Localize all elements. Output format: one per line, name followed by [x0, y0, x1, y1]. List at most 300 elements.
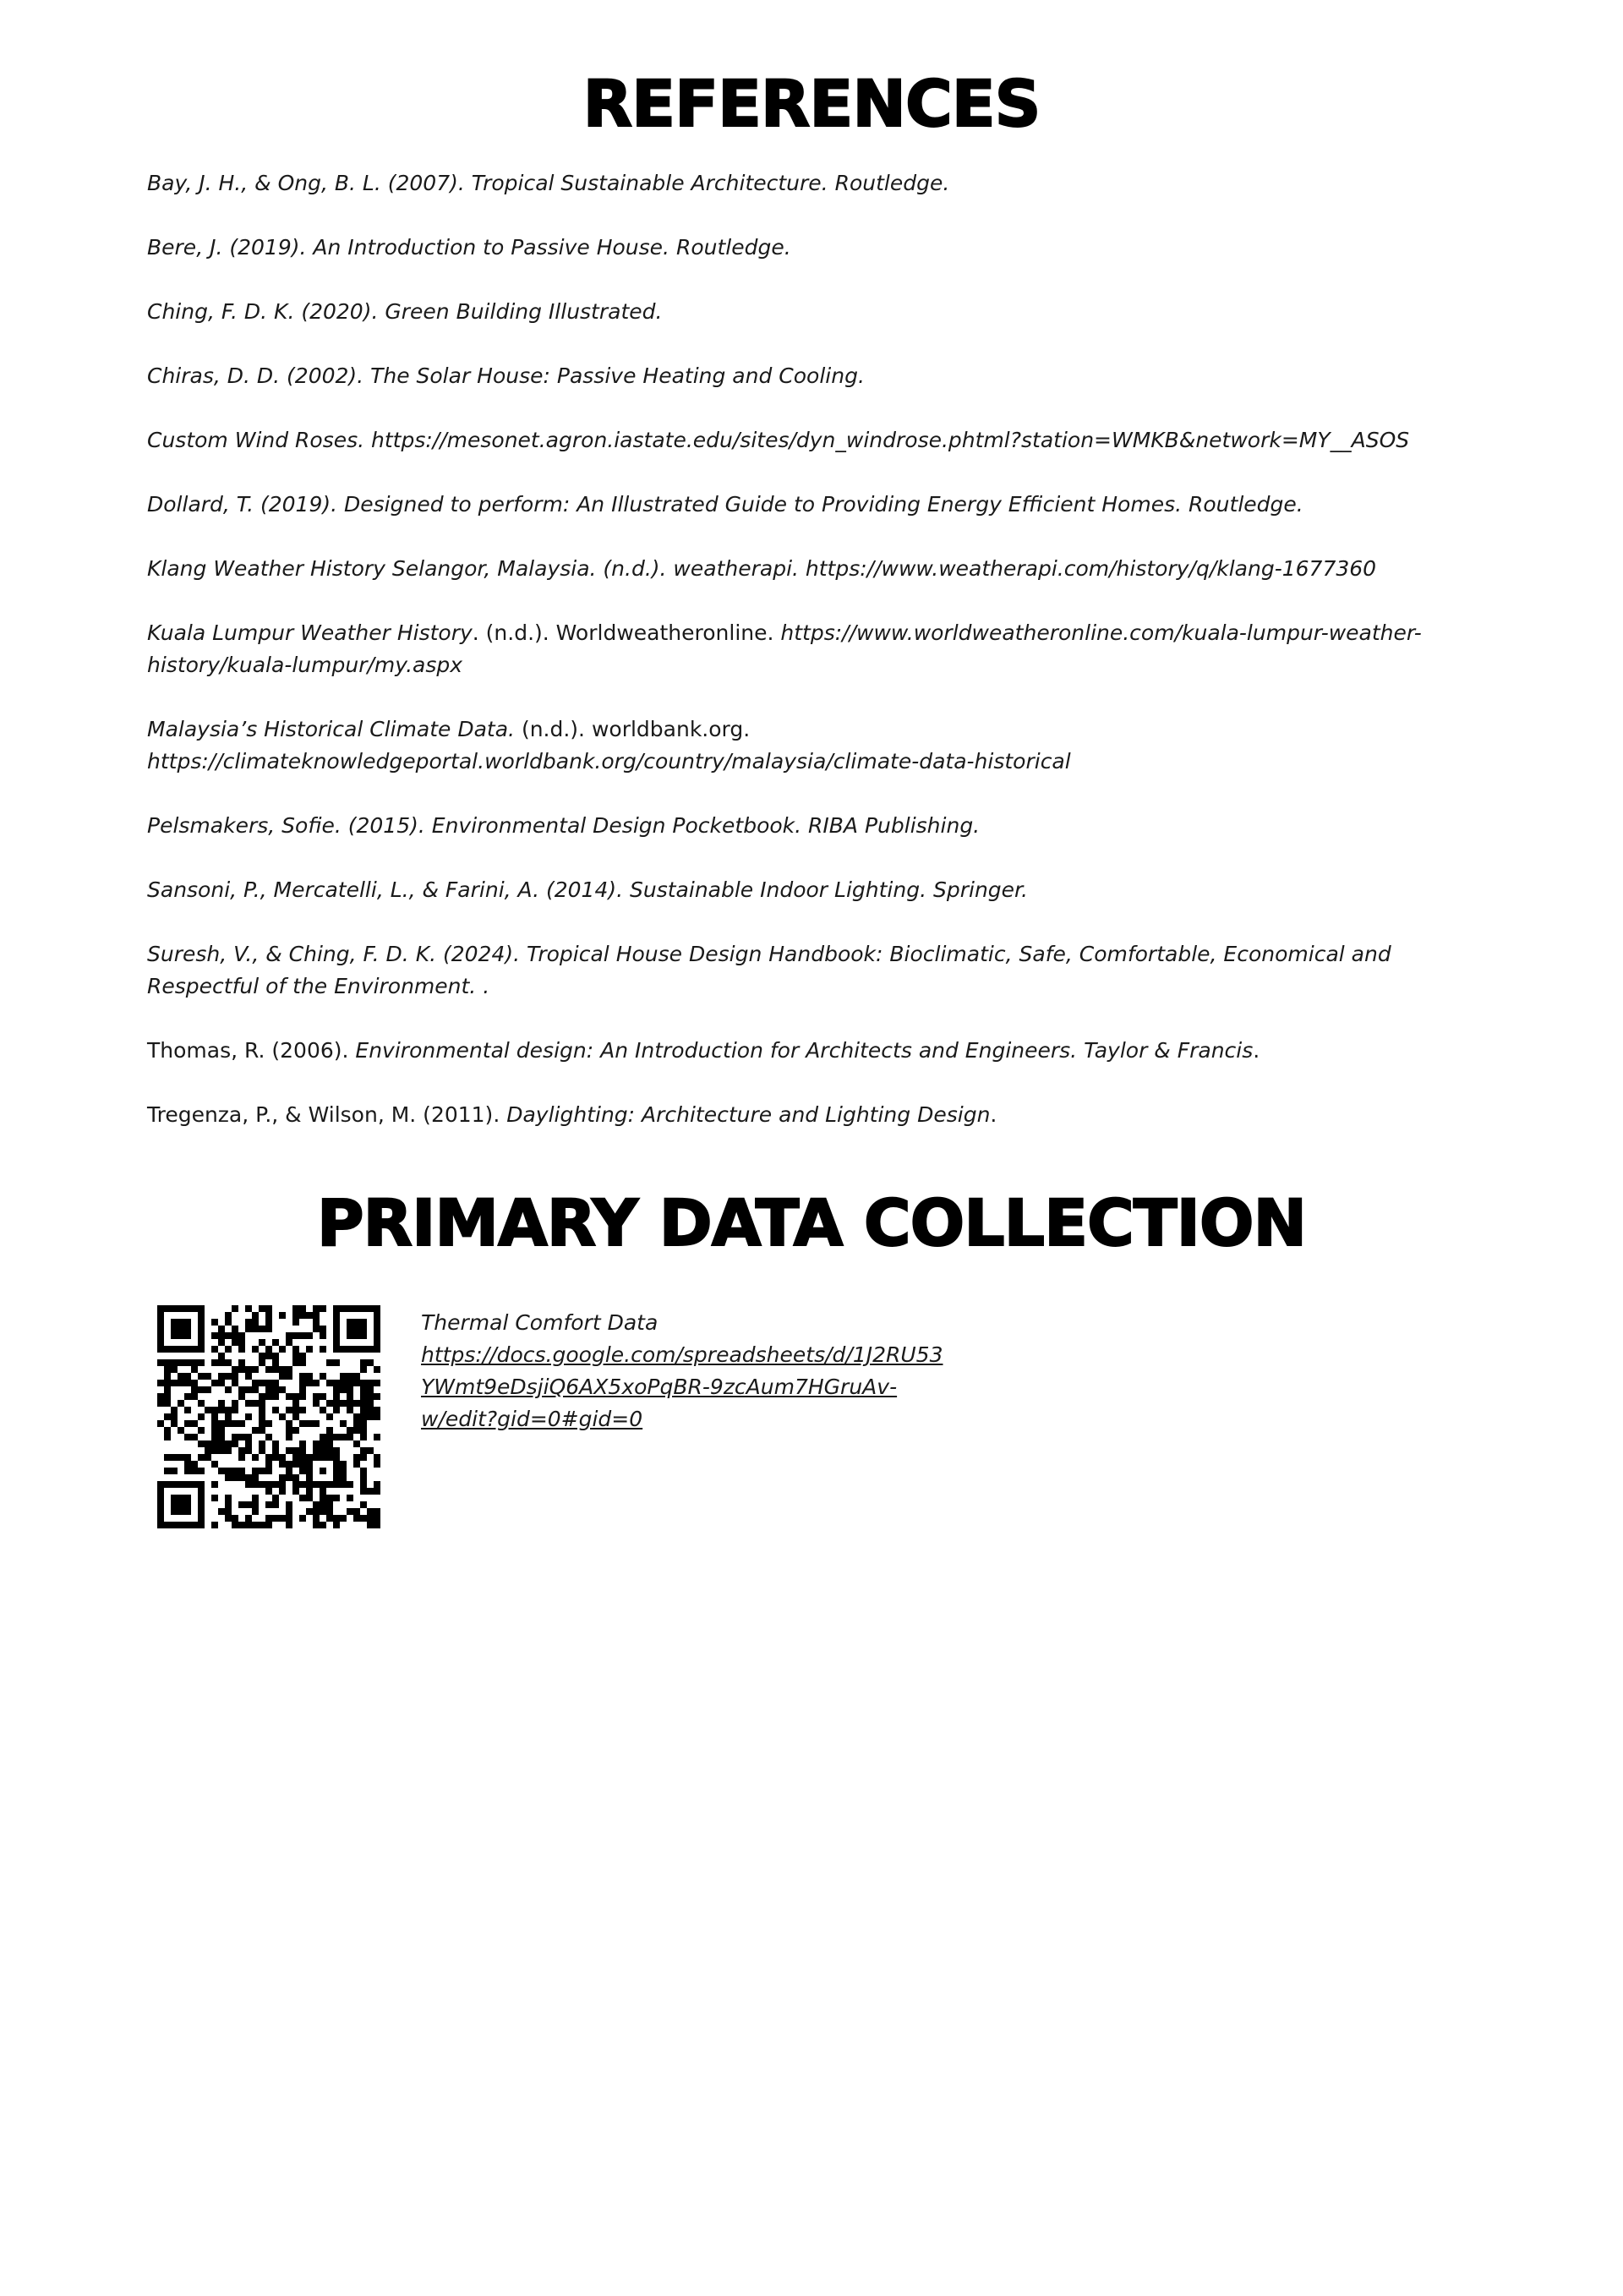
- qr-module: [299, 1461, 306, 1468]
- qr-module: [265, 1326, 272, 1332]
- qr-module: [340, 1474, 347, 1481]
- qr-module: [374, 1346, 380, 1353]
- qr-module: [225, 1386, 232, 1393]
- qr-module: [320, 1332, 326, 1339]
- qr-module: [265, 1305, 272, 1312]
- qr-module: [259, 1481, 265, 1488]
- qr-module: [286, 1461, 292, 1468]
- qr-module: [171, 1413, 178, 1420]
- qr-module: [353, 1413, 360, 1420]
- qr-module: [292, 1481, 299, 1488]
- qr-module: [272, 1353, 279, 1359]
- qr-module: [171, 1495, 178, 1501]
- qr-module: [265, 1366, 272, 1373]
- qr-module: [326, 1515, 333, 1522]
- qr-module: [299, 1359, 306, 1366]
- qr-module: [198, 1488, 205, 1495]
- qr-module: [184, 1393, 191, 1400]
- qr-module: [286, 1501, 292, 1508]
- qr-module: [292, 1400, 299, 1407]
- qr-module: [320, 1407, 326, 1413]
- qr-module: [259, 1427, 265, 1434]
- qr-module: [218, 1380, 225, 1386]
- qr-module: [198, 1386, 205, 1393]
- qr-module: [286, 1515, 292, 1522]
- qr-module: [367, 1393, 374, 1400]
- qr-module: [313, 1440, 320, 1447]
- qr-module: [245, 1522, 252, 1528]
- qr-module: [279, 1366, 286, 1373]
- reference-entry: [147, 296, 1449, 328]
- qr-module: [191, 1468, 198, 1474]
- reference-entry: [147, 874, 1449, 906]
- qr-module: [292, 1346, 299, 1353]
- qr-module: [205, 1373, 211, 1380]
- qr-module: [211, 1319, 218, 1326]
- qr-module: [265, 1454, 272, 1461]
- qr-module: [320, 1373, 326, 1380]
- qr-module: [252, 1319, 259, 1326]
- qr-module: [292, 1393, 299, 1400]
- qr-module: [205, 1454, 211, 1461]
- qr-module: [164, 1380, 171, 1386]
- qr-module: [272, 1393, 279, 1400]
- qr-module: [333, 1474, 340, 1481]
- qr-module: [171, 1454, 178, 1461]
- qr-module: [211, 1495, 218, 1501]
- qr-module: [333, 1495, 340, 1501]
- qr-module: [374, 1508, 380, 1515]
- qr-module: [178, 1319, 184, 1326]
- qr-module: [313, 1515, 320, 1522]
- qr-module: [225, 1413, 232, 1420]
- qr-module: [198, 1319, 205, 1326]
- qr-module: [333, 1305, 340, 1312]
- qr-module: [333, 1339, 340, 1346]
- qr-module: [191, 1481, 198, 1488]
- qr-module: [292, 1305, 299, 1312]
- qr-module: [326, 1427, 333, 1434]
- qr-module: [265, 1501, 272, 1508]
- qr-module: [238, 1501, 245, 1508]
- qr-module: [211, 1461, 218, 1468]
- reference-entry: [147, 167, 1449, 200]
- qr-module: [333, 1326, 340, 1332]
- qr-module: [374, 1454, 380, 1461]
- qr-module: [259, 1305, 265, 1312]
- qr-module: [157, 1400, 164, 1407]
- qr-module: [279, 1413, 286, 1420]
- qr-module: [178, 1501, 184, 1508]
- qr-module: [225, 1319, 232, 1326]
- qr-module: [292, 1461, 299, 1468]
- qr-module: [367, 1515, 374, 1522]
- qr-module: [286, 1427, 292, 1434]
- qr-module: [299, 1407, 306, 1413]
- qr-module: [191, 1393, 198, 1400]
- qr-module: [164, 1359, 171, 1366]
- qr-module: [184, 1326, 191, 1332]
- qr-module: [225, 1447, 232, 1454]
- qr-module: [340, 1305, 347, 1312]
- qr-module: [374, 1326, 380, 1332]
- reference-text: Sansoni, P., Mercatelli, L., & Farini, A. (2014). Sustainable Indoor Lighting. Springer.: [147, 877, 1028, 902]
- qr-module: [252, 1468, 259, 1474]
- qr-module: [374, 1305, 380, 1312]
- qr-module: [333, 1359, 340, 1366]
- qr-module: [347, 1393, 353, 1400]
- qr-module: [320, 1326, 326, 1332]
- qr-module: [232, 1366, 238, 1373]
- qr-module: [360, 1501, 367, 1508]
- qr-module: [313, 1305, 320, 1312]
- qr-module: [164, 1481, 171, 1488]
- qr-module: [238, 1454, 245, 1461]
- qr-module: [245, 1319, 252, 1326]
- qr-module: [225, 1346, 232, 1353]
- qr-module: [238, 1420, 245, 1427]
- qr-module: [340, 1380, 347, 1386]
- qr-module: [313, 1481, 320, 1488]
- qr-module: [360, 1407, 367, 1413]
- qr-module: [157, 1346, 164, 1353]
- qr-module: [326, 1495, 333, 1501]
- qr-module: [218, 1447, 225, 1454]
- qr-module: [198, 1305, 205, 1312]
- qr-module: [232, 1468, 238, 1474]
- qr-module: [157, 1305, 164, 1312]
- qr-module: [218, 1353, 225, 1359]
- qr-module: [245, 1434, 252, 1440]
- link-line[interactable]: https://docs.google.com/spreadsheets/d/1J2RU53: [421, 1342, 943, 1367]
- qr-module: [211, 1407, 218, 1413]
- qr-module: [360, 1386, 367, 1393]
- qr-module: [367, 1508, 374, 1515]
- qr-module: [157, 1495, 164, 1501]
- qr-module: [178, 1305, 184, 1312]
- qr-module: [245, 1373, 252, 1380]
- qr-module: [367, 1522, 374, 1528]
- qr-module: [198, 1468, 205, 1474]
- qr-module: [198, 1481, 205, 1488]
- link-line[interactable]: YWmt9eDsjiQ6AX5xoPqBR-9zcAum7HGruAv-: [421, 1375, 898, 1399]
- qr-module: [367, 1359, 374, 1366]
- qr-module: [164, 1427, 171, 1434]
- qr-module: [286, 1407, 292, 1413]
- qr-module: [313, 1312, 320, 1319]
- qr-module: [299, 1393, 306, 1400]
- qr-module: [333, 1400, 340, 1407]
- qr-module: [306, 1488, 313, 1495]
- qr-module: [225, 1495, 232, 1501]
- qr-module: [232, 1326, 238, 1332]
- reference-text: Klang Weather History Selangor, Malaysia. (n.d.). weatherapi. https://www.weatherapi.com/history/q/klang-1677360: [147, 556, 1377, 581]
- qr-module: [286, 1366, 292, 1373]
- qr-module: [313, 1522, 320, 1528]
- qr-module: [286, 1474, 292, 1481]
- qr-module: [320, 1481, 326, 1488]
- qr-module: [299, 1481, 306, 1488]
- qr-module: [320, 1305, 326, 1312]
- qr-module: [353, 1515, 360, 1522]
- qr-module: [360, 1515, 367, 1522]
- qr-module: [360, 1346, 367, 1353]
- qr-module: [225, 1332, 232, 1339]
- qr-module: [326, 1413, 333, 1420]
- qr-module: [286, 1373, 292, 1380]
- qr-module: [340, 1515, 347, 1522]
- qr-module: [178, 1346, 184, 1353]
- qr-module: [211, 1332, 218, 1339]
- qr-module: [265, 1420, 272, 1427]
- qr-module: [326, 1508, 333, 1515]
- qr-module: [353, 1346, 360, 1353]
- qr-module: [306, 1373, 313, 1380]
- qr-module: [265, 1380, 272, 1386]
- qr-module: [333, 1522, 340, 1528]
- qr-module: [360, 1380, 367, 1386]
- qr-module: [178, 1332, 184, 1339]
- qr-module: [333, 1481, 340, 1488]
- qr-module: [279, 1373, 286, 1380]
- qr-module: [211, 1427, 218, 1434]
- qr-module: [347, 1386, 353, 1393]
- qr-module: [360, 1305, 367, 1312]
- qr-module: [313, 1326, 320, 1332]
- qr-module: [157, 1488, 164, 1495]
- qr-module: [292, 1447, 299, 1454]
- qr-module: [252, 1346, 259, 1353]
- qr-module: [292, 1407, 299, 1413]
- qr-module: [292, 1359, 299, 1366]
- qr-module: [367, 1447, 374, 1454]
- link-line[interactable]: w/edit?gid=0#gid=0: [421, 1407, 643, 1431]
- qr-module: [245, 1305, 252, 1312]
- qr-module: [306, 1508, 313, 1515]
- qr-module: [238, 1366, 245, 1373]
- qr-module: [374, 1515, 380, 1522]
- qr-module: [157, 1522, 164, 1528]
- qr-module: [218, 1434, 225, 1440]
- qr-module: [320, 1434, 326, 1440]
- qr-module: [259, 1326, 265, 1332]
- qr-module: [272, 1481, 279, 1488]
- qr-module: [286, 1522, 292, 1528]
- qr-module: [353, 1400, 360, 1407]
- qr-module: [225, 1312, 232, 1319]
- qr-module: [191, 1461, 198, 1468]
- qr-module: [171, 1420, 178, 1427]
- qr-module: [333, 1515, 340, 1522]
- qr-module: [211, 1420, 218, 1427]
- qr-module: [252, 1501, 259, 1508]
- qr-module: [353, 1461, 360, 1468]
- qr-module: [360, 1434, 367, 1440]
- qr-module: [184, 1359, 191, 1366]
- qr-module: [211, 1440, 218, 1447]
- qr-module: [333, 1312, 340, 1319]
- qr-module: [286, 1447, 292, 1454]
- qr-module: [178, 1359, 184, 1366]
- qr-module: [299, 1386, 306, 1393]
- qr-module: [360, 1393, 367, 1400]
- qr-module: [272, 1359, 279, 1366]
- qr-module: [292, 1454, 299, 1461]
- qr-module: [265, 1468, 272, 1474]
- references-heading: REFERENCES: [582, 66, 1041, 141]
- qr-module: [360, 1359, 367, 1366]
- qr-module: [164, 1366, 171, 1373]
- qr-module: [347, 1319, 353, 1326]
- qr-module: [164, 1386, 171, 1393]
- qr-module: [286, 1339, 292, 1346]
- qr-module: [367, 1380, 374, 1386]
- qr-module: [360, 1420, 367, 1427]
- reference-text: Kuala Lumpur Weather History: [147, 620, 473, 645]
- qr-module: [252, 1522, 259, 1528]
- qr-module: [313, 1454, 320, 1461]
- qr-module: [164, 1468, 171, 1474]
- qr-module: [353, 1440, 360, 1447]
- thermal-comfort-link[interactable]: [421, 1339, 1013, 1435]
- qr-module: [306, 1346, 313, 1353]
- qr-module: [367, 1305, 374, 1312]
- qr-module: [245, 1366, 252, 1373]
- qr-module: [184, 1468, 191, 1474]
- qr-module: [171, 1305, 178, 1312]
- qr-module: [279, 1454, 286, 1461]
- qr-module: [320, 1393, 326, 1400]
- qr-module: [198, 1454, 205, 1461]
- qr-module: [178, 1427, 184, 1434]
- qr-module: [265, 1353, 272, 1359]
- qr-module: [157, 1420, 164, 1427]
- qr-module: [157, 1359, 164, 1366]
- qr-module: [171, 1380, 178, 1386]
- qr-module: [279, 1461, 286, 1468]
- qr-module: [191, 1434, 198, 1440]
- qr-module: [252, 1400, 259, 1407]
- qr-module: [306, 1420, 313, 1427]
- qr-module: [245, 1447, 252, 1454]
- qr-module: [286, 1434, 292, 1440]
- reference-text: https://www.worldweatheronline.com/kuala-lumpur-weather-history/kuala-lumpur/my.aspx: [147, 620, 1422, 677]
- qr-module: [164, 1305, 171, 1312]
- qr-module: [171, 1501, 178, 1508]
- qr-module: [171, 1359, 178, 1366]
- qr-module: [279, 1488, 286, 1495]
- qr-module: [313, 1319, 320, 1326]
- qr-module: [164, 1346, 171, 1353]
- qr-module: [306, 1481, 313, 1488]
- qr-module: [333, 1346, 340, 1353]
- qr-module: [326, 1454, 333, 1461]
- qr-module: [164, 1393, 171, 1400]
- qr-module: [320, 1508, 326, 1515]
- qr-module: [272, 1454, 279, 1461]
- qr-module: [211, 1522, 218, 1528]
- qr-module: [157, 1380, 164, 1386]
- qr-module: [374, 1380, 380, 1386]
- qr-module: [205, 1407, 211, 1413]
- qr-module: [252, 1326, 259, 1332]
- qr-module: [211, 1434, 218, 1440]
- qr-module: [232, 1400, 238, 1407]
- qr-module: [333, 1447, 340, 1454]
- reference-entry: [147, 1099, 1449, 1131]
- qr-module: [340, 1481, 347, 1488]
- qr-module: [164, 1413, 171, 1420]
- qr-module: [265, 1312, 272, 1319]
- qr-module: [198, 1440, 205, 1447]
- qr-module: [178, 1380, 184, 1386]
- qr-module: [299, 1332, 306, 1339]
- qr-module: [353, 1326, 360, 1332]
- qr-module: [326, 1447, 333, 1454]
- qr-module: [178, 1326, 184, 1332]
- qr-module: [374, 1522, 380, 1528]
- qr-module: [306, 1474, 313, 1481]
- qr-module: [259, 1359, 265, 1366]
- qr-module: [252, 1495, 259, 1501]
- qr-module: [191, 1386, 198, 1393]
- qr-module: [292, 1353, 299, 1359]
- qr-module: [238, 1386, 245, 1393]
- qr-module: [259, 1447, 265, 1454]
- qr-module: [178, 1400, 184, 1407]
- qr-module: [259, 1380, 265, 1386]
- qr-module: [191, 1346, 198, 1353]
- qr-code-icon: [157, 1305, 380, 1528]
- qr-module: [320, 1468, 326, 1474]
- qr-module: [259, 1440, 265, 1447]
- qr-module: [225, 1474, 232, 1481]
- qr-module: [205, 1440, 211, 1447]
- qr-module: [347, 1508, 353, 1515]
- qr-module: [279, 1346, 286, 1353]
- qr-module: [265, 1393, 272, 1400]
- reference-text: Thomas, R. (2006).: [147, 1038, 356, 1063]
- qr-module: [232, 1474, 238, 1481]
- qr-module: [184, 1434, 191, 1440]
- qr-module: [333, 1407, 340, 1413]
- qr-module: [252, 1366, 259, 1373]
- qr-module: [218, 1400, 225, 1407]
- qr-module: [265, 1434, 272, 1440]
- qr-module: [320, 1501, 326, 1508]
- qr-module: [218, 1407, 225, 1413]
- qr-module: [326, 1501, 333, 1508]
- qr-module: [353, 1305, 360, 1312]
- reference-entry: [147, 810, 1449, 842]
- qr-module: [306, 1468, 313, 1474]
- qr-module: [225, 1359, 232, 1366]
- qr-module: [259, 1522, 265, 1528]
- qr-module: [272, 1380, 279, 1386]
- qr-module: [191, 1522, 198, 1528]
- qr-module: [292, 1474, 299, 1481]
- qr-module: [353, 1454, 360, 1461]
- qr-module: [360, 1332, 367, 1339]
- reference-entry: [147, 232, 1449, 264]
- qr-module: [198, 1346, 205, 1353]
- qr-module: [347, 1495, 353, 1501]
- qr-module: [218, 1468, 225, 1474]
- qr-module: [367, 1346, 374, 1353]
- qr-module: [353, 1332, 360, 1339]
- qr-module: [198, 1400, 205, 1407]
- qr-module: [178, 1481, 184, 1488]
